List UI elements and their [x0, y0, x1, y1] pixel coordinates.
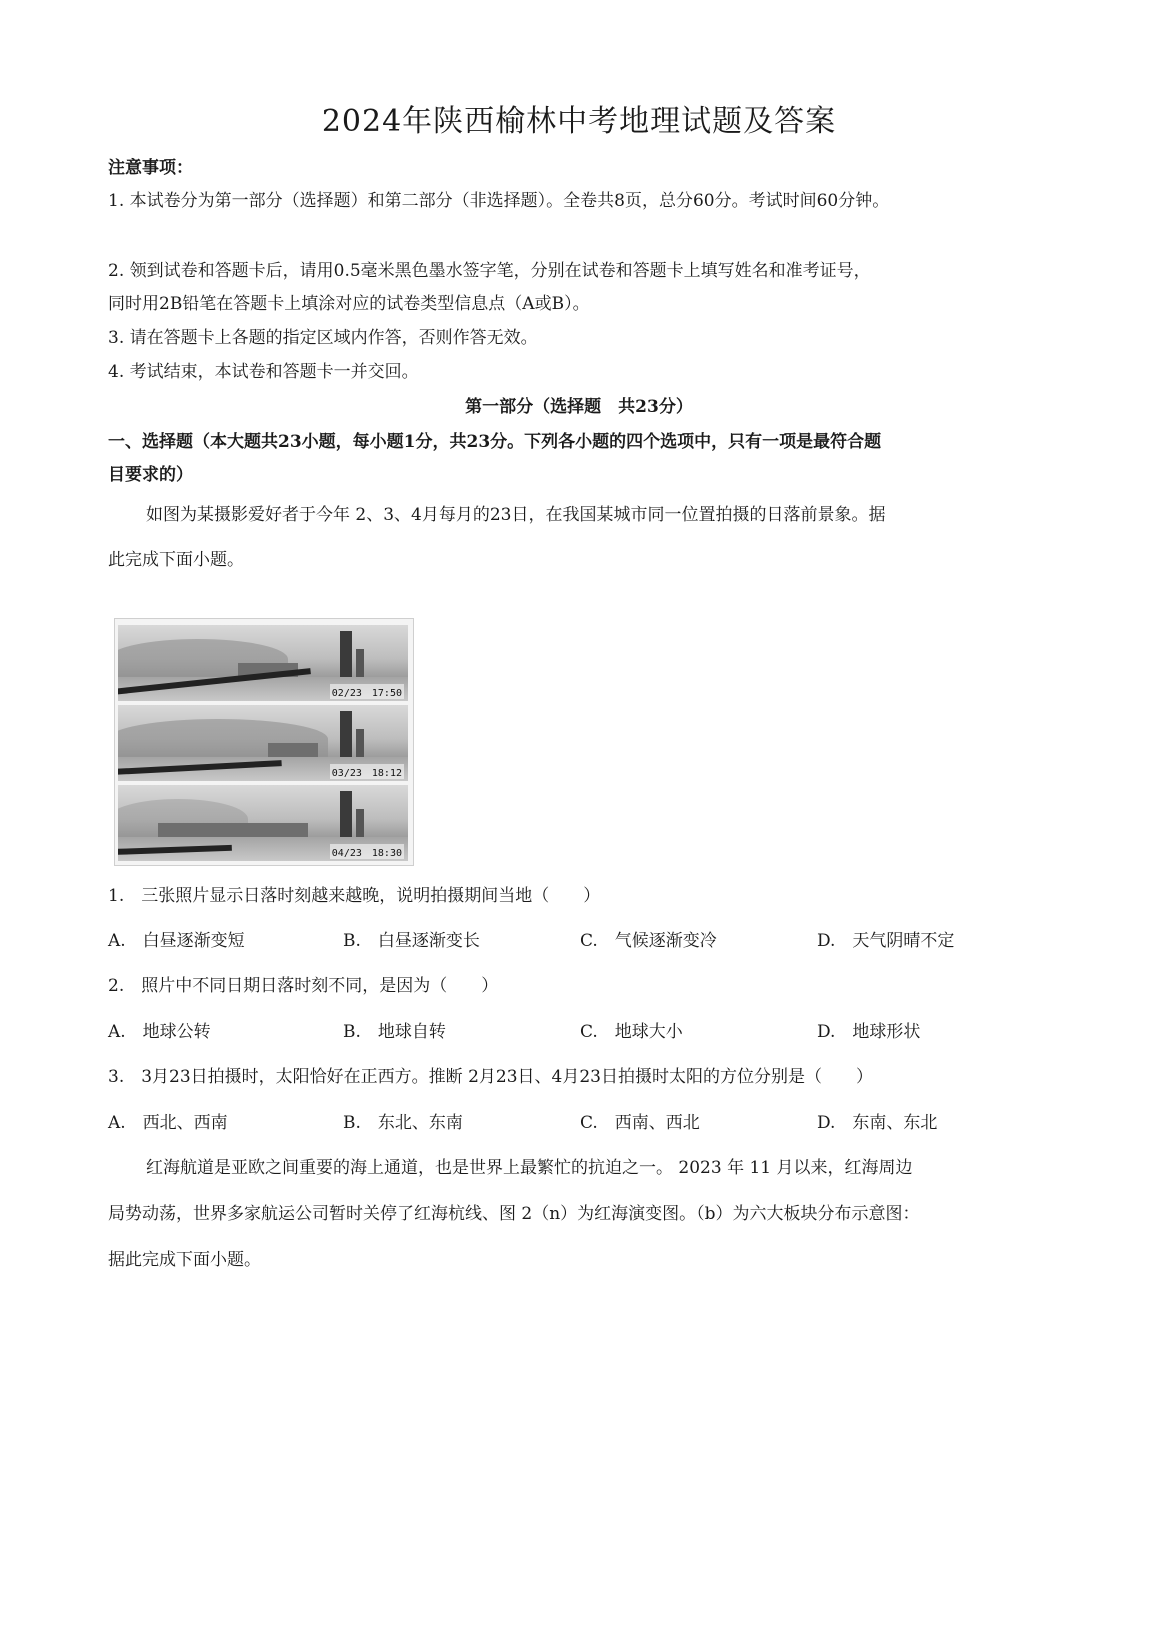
- question-1-option-d: D. 天气阴晴不定: [817, 931, 955, 951]
- notice-item-2: 2. 领到试卷和答题卡后，请用0.5毫米黑色墨水签字笔，分别在试卷和答题卡上填写姓名和准考证号，: [108, 261, 871, 281]
- sunset-photo-series: [114, 618, 414, 866]
- question-2-option-b: B. 地球自转: [343, 1022, 446, 1042]
- notice-heading: 注意事项：: [108, 158, 193, 178]
- question-3-option-b: B. 东北、东南: [343, 1113, 463, 1133]
- question-3-option-d: D. 东南、东北: [817, 1113, 938, 1133]
- notice-item-4: 4. 考试结束，本试卷和答题卡一并交回。: [108, 362, 419, 382]
- question-2-option-c: C. 地球大小: [580, 1022, 683, 1042]
- question-3-option-a: A. 西北、西南: [108, 1113, 228, 1133]
- question-3-option-c: C. 西南、西北: [580, 1113, 700, 1133]
- notice-item-3: 3. 请在答题卡上各题的指定区域内作答，否则作答无效。: [108, 328, 538, 348]
- question-2-option-d: D. 地球形状: [817, 1022, 921, 1042]
- passage2-line3: 据此完成下面小题。: [108, 1250, 261, 1270]
- question-3-stem: 3. 3月23日拍摄时，太阳恰好在正西方。推断 2月23日、4月23日拍摄时太阳的方位分别是（ ）: [108, 1067, 873, 1087]
- page-title: 2024年陕西榆林中考地理试题及答案: [321, 104, 837, 139]
- photo-stamp-apr: 04/23 18:30: [330, 844, 404, 859]
- passage2-line2: 局势动荡，世界多家航运公司暂时关停了红海杭线、图 2（n）为红海演变图。（b）为六大板块分布示意图：: [108, 1204, 920, 1224]
- question-1-option-c: C. 气候逐渐变冷: [580, 931, 717, 951]
- sunset-photo-apr: [118, 785, 408, 861]
- question-2-stem: 2. 照片中不同日期日落时刻不同，是因为（ ）: [108, 976, 499, 996]
- sunset-photo-mar: [118, 705, 408, 781]
- passage2-line1: 红海航道是亚欧之间重要的海上通道，也是世界上最繁忙的抗迫之一。 2023 年 11 月以来，红海周边: [146, 1158, 913, 1178]
- section-intro-line2: 目要求的）: [108, 465, 193, 485]
- question-1-option-a: A. 白昼逐渐变短: [108, 931, 245, 951]
- notice-item-1: 1. 本试卷分为第一部分（选择题）和第二部分（非选择题）。全卷共8页，总分60分。考试时间60分钟。: [108, 191, 890, 211]
- passage1-line2: 此完成下面小题。: [108, 550, 244, 570]
- photo-stamp-mar: 03/23 18:12: [330, 764, 404, 779]
- passage1-line1: 如图为某摄影爱好者于今年 2、3、4月每月的23日，在我国某城市同一位置拍摄的日落前景象。据: [146, 505, 886, 525]
- question-2-option-a: A. 地球公转: [108, 1022, 211, 1042]
- sunset-photo-feb: [118, 625, 408, 701]
- part1-heading: 第一部分（选择题 共23分）: [465, 397, 693, 417]
- question-1-option-b: B. 白昼逐渐变长: [343, 931, 480, 951]
- photo-stamp-feb: 02/23 17:50: [330, 684, 404, 699]
- question-1-stem: 1. 三张照片显示日落时刻越来越晚，说明拍摄期间当地（ ）: [108, 886, 601, 906]
- notice-item-2-cont: 同时用2B铅笔在答题卡上填涂对应的试卷类型信息点（A或B）。: [108, 294, 590, 314]
- section-intro-line1: 一、选择题（本大题共23小题，每小题1分，共23分。下列各小题的四个选项中，只有一项是最符合题: [108, 432, 882, 452]
